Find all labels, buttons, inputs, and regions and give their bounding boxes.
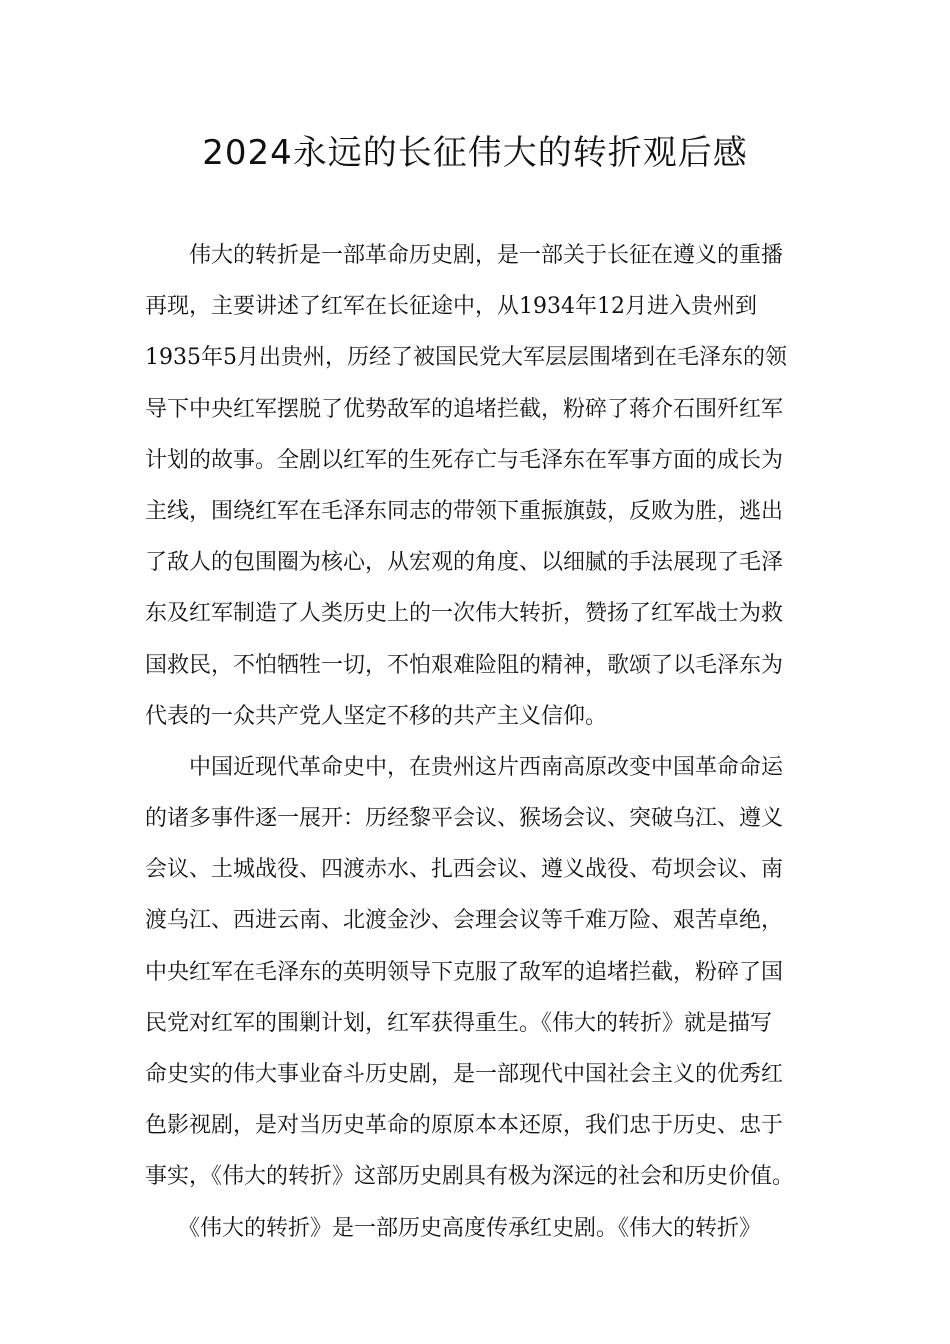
text-line: 伟大的转折是一部革命历史剧，是一部关于长征在遵义的重播 — [145, 243, 784, 268]
text-line: 中央红军在毛泽东的英明领导下克服了敌军的追堵拦截，粉碎了国 — [145, 959, 784, 985]
text-line: 事实，《伟大的转折》这部历史剧具有极为深远的社会和历史价值。 — [145, 1164, 795, 1190]
text-line: 1935年5月出贵州，历经了被国民党大军层层围堵到在毛泽东的领 — [145, 345, 787, 371]
text-line: 渡乌江、西进云南、北渡金沙、会理会议等千难万险、艰苦卓绝， — [145, 908, 784, 934]
text-line: 国救民，不怕牺牲一切，不怕艰难险阻的精神，歌颂了以毛泽东为 — [145, 652, 784, 678]
text-line: 《伟大的转折》是一部历史高度传承红史剧。《伟大的转折》 — [145, 1215, 762, 1241]
text-line: 东及红军制造了人类历史上的一次伟大转折，赞扬了红军战士为救 — [145, 601, 784, 627]
text-line: 中国近现代革命史中，在贵州这片西南高原改变中国革命命运 — [145, 754, 784, 780]
text-line: 的诸多事件逐一展开：历经黎平会议、猴场会议、突破乌江、遵义 — [145, 806, 784, 832]
text-line: 色影视剧，是对当历史革命的原原本本还原，我们忠于历史、忠于 — [145, 1113, 784, 1139]
text-line: 民党对红军的围剿计划，红军获得重生。《伟大的转折》就是描写 — [145, 1010, 773, 1036]
text-line: 再现，主要讲述了红军在长征途中，从1934年12月进入贵州到 — [145, 294, 757, 320]
document-body — [145, 230, 805, 1254]
text-line: 命史实的伟大事业奋斗历史剧，是一部现代中国社会主义的优秀红 — [145, 1062, 784, 1087]
text-line: 了敌人的包围圈为核心，从宏观的角度、以细腻的手法展现了毛泽 — [145, 550, 784, 576]
text-line: 主线，围绕红军在毛泽东同志的带领下重振旗鼓，反败为胜，逃出 — [145, 498, 784, 524]
text-line: 代表的一众共产党人坚定不移的共产主义信仰。 — [145, 703, 608, 729]
text-line: 会议、土城战役、四渡赤水、扎西会议、遵义战役、苟坝会议、南 — [145, 857, 784, 883]
document-title: 2024永远的长征伟大的转折观后感 — [202, 133, 748, 173]
text-line: 导下中央红军摆脱了优势敌军的追堵拦截，粉碎了蒋介石围歼红军 — [145, 396, 784, 422]
text-line: 计划的故事。全剧以红军的生死存亡与毛泽东在军事方面的成长为 — [145, 447, 784, 473]
